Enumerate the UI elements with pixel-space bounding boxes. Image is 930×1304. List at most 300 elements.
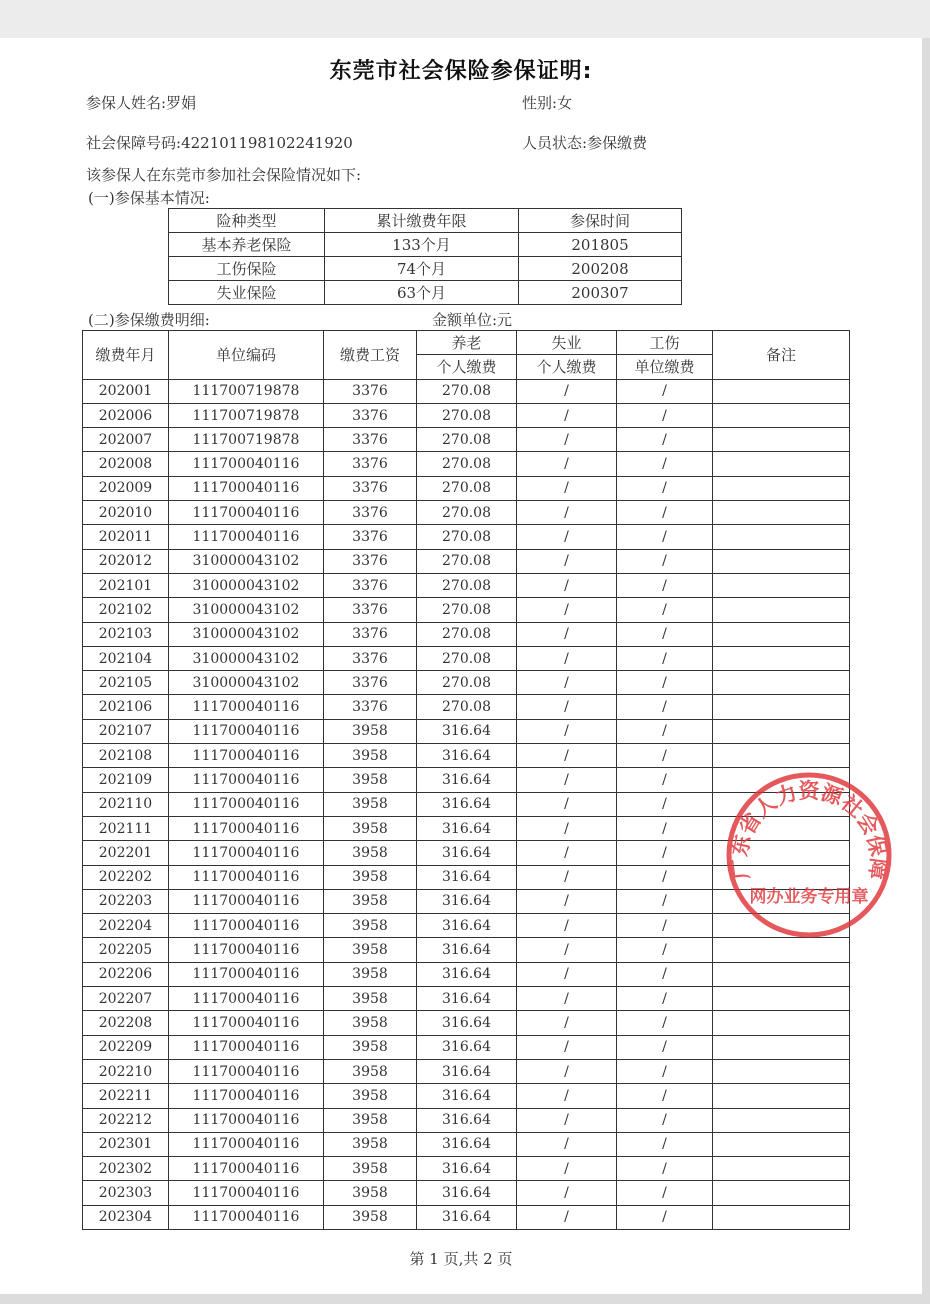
table-row	[83, 452, 850, 476]
unemployment-personal: /	[517, 889, 617, 913]
pension-personal: 316.64	[417, 841, 517, 865]
table-row	[83, 428, 850, 452]
contribution-wage: 3958	[324, 962, 417, 986]
unemployment-personal: /	[517, 914, 617, 938]
contribution-wage: 3958	[324, 1011, 417, 1035]
basic-row	[169, 233, 682, 257]
injury-unit: /	[617, 1059, 713, 1083]
section-basic-heading: (一)参保基本情况:	[88, 189, 210, 207]
pay-month: 202210	[83, 1059, 169, 1083]
table-row	[83, 622, 850, 646]
pension-personal: 270.08	[417, 428, 517, 452]
remark	[713, 428, 850, 452]
unit-code: 111700040116	[169, 525, 324, 549]
pension-personal: 316.64	[417, 865, 517, 889]
name-line	[86, 92, 196, 113]
contribution-wage: 3958	[324, 865, 417, 889]
injury-unit: /	[617, 1108, 713, 1132]
pension-personal: 316.64	[417, 1035, 517, 1059]
injury-unit: /	[617, 768, 713, 792]
unit-code: 111700040116	[169, 719, 324, 743]
ssn-line	[86, 132, 353, 153]
table-row	[83, 1108, 850, 1132]
pension-personal: 270.08	[417, 476, 517, 500]
injury-unit: /	[617, 646, 713, 670]
pay-month: 202107	[83, 719, 169, 743]
injury-unit: /	[617, 1035, 713, 1059]
unit-code: 111700040116	[169, 987, 324, 1011]
pension-personal: 316.64	[417, 719, 517, 743]
pension-personal: 316.64	[417, 816, 517, 840]
unemployment-personal: /	[517, 1205, 617, 1229]
injury-unit: /	[617, 1084, 713, 1108]
remark	[713, 379, 850, 403]
injury-unit: /	[617, 987, 713, 1011]
ssn-label: 社会保障号码:	[86, 134, 182, 152]
unemployment-personal: /	[517, 1132, 617, 1156]
pay-month: 202111	[83, 816, 169, 840]
unit-code: 111700040116	[169, 501, 324, 525]
injury-unit: /	[617, 1205, 713, 1229]
header-unit-code: 单位编码	[169, 331, 324, 380]
contribution-wage: 3376	[324, 622, 417, 646]
gender-line	[522, 92, 572, 113]
contribution-wage: 3958	[324, 889, 417, 913]
unit-code: 310000043102	[169, 598, 324, 622]
pension-personal: 270.08	[417, 622, 517, 646]
contribution-wage: 3376	[324, 646, 417, 670]
unit-code: 111700040116	[169, 1205, 324, 1229]
unit-code: 111700040116	[169, 1108, 324, 1132]
pay-month: 202009	[83, 476, 169, 500]
injury-unit: /	[617, 549, 713, 573]
injury-unit: /	[617, 598, 713, 622]
unemployment-personal: /	[517, 671, 617, 695]
injury-unit: /	[617, 719, 713, 743]
basic-header-row	[169, 209, 682, 233]
contribution-wage: 3958	[324, 1205, 417, 1229]
unit-code: 111700040116	[169, 1132, 324, 1156]
unemployment-personal: /	[517, 1035, 617, 1059]
contribution-wage: 3958	[324, 938, 417, 962]
remark	[713, 1084, 850, 1108]
unit-code: 111700040116	[169, 452, 324, 476]
table-row	[83, 403, 850, 427]
unemployment-personal: /	[517, 987, 617, 1011]
pension-personal: 316.64	[417, 914, 517, 938]
table-row	[83, 987, 850, 1011]
amount-unit-label: 金额单位:元	[432, 311, 513, 329]
contribution-wage: 3958	[324, 1084, 417, 1108]
pay-month: 202207	[83, 987, 169, 1011]
unemployment-personal: /	[517, 403, 617, 427]
pension-personal: 270.08	[417, 646, 517, 670]
unemployment-personal: /	[517, 1108, 617, 1132]
contribution-wage: 3376	[324, 671, 417, 695]
unit-code: 111700040116	[169, 816, 324, 840]
header-pension-sub: 个人缴费	[417, 355, 517, 379]
unemployment-personal: /	[517, 598, 617, 622]
remark	[713, 962, 850, 986]
page-number: 第 1 页,共 2 页	[409, 1250, 513, 1268]
remark	[713, 1132, 850, 1156]
pay-month: 202011	[83, 525, 169, 549]
start-date: 200208	[519, 257, 682, 281]
unit-code: 111700040116	[169, 841, 324, 865]
injury-unit: /	[617, 671, 713, 695]
header-pension: 养老	[417, 331, 517, 355]
contribution-wage: 3958	[324, 987, 417, 1011]
contribution-wage: 3376	[324, 501, 417, 525]
table-row	[83, 598, 850, 622]
unit-code: 310000043102	[169, 646, 324, 670]
insurance-type: 基本养老保险	[169, 233, 325, 257]
cumulative-months: 74个月	[325, 257, 519, 281]
unit-code: 111700040116	[169, 1059, 324, 1083]
header-cumulative-months: 累计缴费年限	[325, 209, 519, 233]
table-row	[83, 549, 850, 573]
injury-unit: /	[617, 744, 713, 768]
contribution-wage: 3958	[324, 1108, 417, 1132]
injury-unit: /	[617, 938, 713, 962]
pay-month: 202101	[83, 573, 169, 597]
remark	[713, 1157, 850, 1181]
pay-month: 202008	[83, 452, 169, 476]
remark	[713, 476, 850, 500]
contribution-wage: 3376	[324, 379, 417, 403]
unit-code: 111700040116	[169, 914, 324, 938]
contribution-wage: 3958	[324, 1035, 417, 1059]
seal-inner-text: 网办业务专用章	[749, 887, 869, 907]
intro-text: 该参保人在东莞市参加社会保险情况如下:	[86, 166, 362, 184]
unemployment-personal: /	[517, 476, 617, 500]
pay-month: 202204	[83, 914, 169, 938]
remark	[713, 1059, 850, 1083]
unemployment-personal: /	[517, 1059, 617, 1083]
pension-personal: 316.64	[417, 744, 517, 768]
cumulative-months: 133个月	[325, 233, 519, 257]
contribution-wage: 3376	[324, 525, 417, 549]
gender-value: 女	[557, 94, 573, 112]
pension-personal: 316.64	[417, 1157, 517, 1181]
pension-personal: 270.08	[417, 695, 517, 719]
unemployment-personal: /	[517, 816, 617, 840]
table-row	[83, 1035, 850, 1059]
unemployment-personal: /	[517, 573, 617, 597]
header-injury: 工伤	[617, 331, 713, 355]
pay-month: 202110	[83, 792, 169, 816]
pension-personal: 316.64	[417, 1108, 517, 1132]
pay-month: 202108	[83, 744, 169, 768]
pension-personal: 270.08	[417, 573, 517, 597]
remark	[713, 938, 850, 962]
remark	[713, 573, 850, 597]
contribution-wage: 3958	[324, 816, 417, 840]
contribution-wage: 3958	[324, 914, 417, 938]
pay-month: 202304	[83, 1205, 169, 1229]
remark	[713, 646, 850, 670]
injury-unit: /	[617, 1011, 713, 1035]
remark	[713, 1035, 850, 1059]
remark	[713, 1108, 850, 1132]
top-strip	[0, 0, 930, 38]
unemployment-personal: /	[517, 695, 617, 719]
injury-unit: /	[617, 816, 713, 840]
pay-month: 202010	[83, 501, 169, 525]
unit-code: 111700040116	[169, 1011, 324, 1035]
start-date: 200307	[519, 281, 682, 305]
unemployment-personal: /	[517, 768, 617, 792]
injury-unit: /	[617, 865, 713, 889]
pay-month: 202209	[83, 1035, 169, 1059]
pension-personal: 270.08	[417, 525, 517, 549]
pension-personal: 270.08	[417, 452, 517, 476]
pay-month: 202303	[83, 1181, 169, 1205]
name-label: 参保人姓名:	[86, 94, 167, 112]
pay-month: 202203	[83, 889, 169, 913]
pay-month: 202301	[83, 1132, 169, 1156]
pay-month: 202102	[83, 598, 169, 622]
unit-code: 111700040116	[169, 938, 324, 962]
unemployment-personal: /	[517, 452, 617, 476]
gender-label: 性别:	[522, 94, 558, 112]
injury-unit: /	[617, 792, 713, 816]
pay-month: 202007	[83, 428, 169, 452]
unemployment-personal: /	[517, 744, 617, 768]
unit-code: 111700040116	[169, 1181, 324, 1205]
unit-code: 310000043102	[169, 573, 324, 597]
injury-unit: /	[617, 914, 713, 938]
basic-row	[169, 257, 682, 281]
header-unemployment-sub: 个人缴费	[517, 355, 617, 379]
pension-personal: 316.64	[417, 1011, 517, 1035]
unit-code: 111700719878	[169, 428, 324, 452]
unemployment-personal: /	[517, 938, 617, 962]
pay-month: 202105	[83, 671, 169, 695]
unemployment-personal: /	[517, 646, 617, 670]
cumulative-months: 63个月	[325, 281, 519, 305]
pay-month: 202104	[83, 646, 169, 670]
contribution-wage: 3376	[324, 403, 417, 427]
name-value: 罗娟	[166, 94, 197, 112]
table-row	[83, 1132, 850, 1156]
table-row	[83, 646, 850, 670]
remark	[713, 719, 850, 743]
injury-unit: /	[617, 501, 713, 525]
table-row	[83, 379, 850, 403]
pension-personal: 270.08	[417, 549, 517, 573]
pension-personal: 270.08	[417, 598, 517, 622]
remark	[713, 695, 850, 719]
unemployment-personal: /	[517, 1084, 617, 1108]
remark	[713, 549, 850, 573]
pension-personal: 316.64	[417, 962, 517, 986]
unit-code: 111700040116	[169, 768, 324, 792]
header-injury-sub: 单位缴费	[617, 355, 713, 379]
remark	[713, 744, 850, 768]
pay-month: 202201	[83, 841, 169, 865]
header-insurance-type: 险种类型	[169, 209, 325, 233]
table-row	[83, 671, 850, 695]
pay-month: 202302	[83, 1157, 169, 1181]
pension-personal: 316.64	[417, 768, 517, 792]
unit-code: 111700040116	[169, 1035, 324, 1059]
pay-month: 202206	[83, 962, 169, 986]
remark	[713, 598, 850, 622]
unit-code: 111700719878	[169, 403, 324, 427]
pay-month: 202006	[83, 403, 169, 427]
contribution-wage: 3376	[324, 549, 417, 573]
pay-month: 202109	[83, 768, 169, 792]
insurance-type: 失业保险	[169, 281, 325, 305]
pension-personal: 270.08	[417, 379, 517, 403]
injury-unit: /	[617, 452, 713, 476]
contribution-wage: 3376	[324, 428, 417, 452]
document-page	[0, 38, 922, 1294]
table-row	[83, 1157, 850, 1181]
contribution-wage: 3958	[324, 719, 417, 743]
unit-code: 111700040116	[169, 889, 324, 913]
remark	[713, 671, 850, 695]
unit-code: 111700040116	[169, 695, 324, 719]
table-row	[83, 1059, 850, 1083]
table-row	[83, 1084, 850, 1108]
remark	[713, 987, 850, 1011]
injury-unit: /	[617, 1132, 713, 1156]
contribution-wage: 3958	[324, 841, 417, 865]
pension-personal: 316.64	[417, 792, 517, 816]
pension-personal: 316.64	[417, 889, 517, 913]
remark	[713, 525, 850, 549]
header-start-date: 参保时间	[519, 209, 682, 233]
detail-header-row-1	[83, 331, 850, 355]
insurance-type: 工伤保险	[169, 257, 325, 281]
injury-unit: /	[617, 525, 713, 549]
table-row	[83, 476, 850, 500]
pay-month: 202208	[83, 1011, 169, 1035]
unemployment-personal: /	[517, 501, 617, 525]
remark	[713, 1011, 850, 1035]
remark	[713, 1205, 850, 1229]
contribution-wage: 3958	[324, 1059, 417, 1083]
unemployment-personal: /	[517, 1011, 617, 1035]
injury-unit: /	[617, 889, 713, 913]
injury-unit: /	[617, 622, 713, 646]
pension-personal: 270.08	[417, 671, 517, 695]
unemployment-personal: /	[517, 962, 617, 986]
unit-code: 111700040116	[169, 744, 324, 768]
table-row	[83, 1181, 850, 1205]
unemployment-personal: /	[517, 622, 617, 646]
contribution-wage: 3958	[324, 744, 417, 768]
status-line	[522, 132, 647, 153]
unit-code: 111700040116	[169, 792, 324, 816]
table-row	[83, 938, 850, 962]
pension-personal: 316.64	[417, 1059, 517, 1083]
table-row	[83, 695, 850, 719]
pay-month: 202001	[83, 379, 169, 403]
official-seal	[724, 770, 894, 940]
remark	[713, 403, 850, 427]
injury-unit: /	[617, 962, 713, 986]
table-row	[83, 1011, 850, 1035]
start-date: 201805	[519, 233, 682, 257]
pension-personal: 316.64	[417, 1132, 517, 1156]
header-wage: 缴费工资	[324, 331, 417, 380]
remark	[713, 1181, 850, 1205]
unit-code: 111700719878	[169, 379, 324, 403]
contribution-wage: 3376	[324, 573, 417, 597]
contribution-wage: 3958	[324, 792, 417, 816]
unemployment-personal: /	[517, 792, 617, 816]
unit-code: 111700040116	[169, 962, 324, 986]
injury-unit: /	[617, 573, 713, 597]
section-detail-heading: (二)参保缴费明细:	[88, 311, 210, 329]
status-label: 人员状态:	[522, 134, 588, 152]
pay-month: 202205	[83, 938, 169, 962]
document-title: 东莞市社会保险参保证明:	[329, 59, 593, 84]
unit-code: 111700040116	[169, 1084, 324, 1108]
unemployment-personal: /	[517, 841, 617, 865]
ssn-value: 422101198102241920	[181, 134, 353, 152]
header-unemployment: 失业	[517, 331, 617, 355]
header-month: 缴费年月	[83, 331, 169, 380]
contribution-wage: 3958	[324, 768, 417, 792]
unemployment-personal: /	[517, 1181, 617, 1205]
injury-unit: /	[617, 1181, 713, 1205]
pension-personal: 270.08	[417, 501, 517, 525]
remark	[713, 501, 850, 525]
injury-unit: /	[617, 841, 713, 865]
seal-outer-text: 广东省人力资源社会保障	[727, 779, 891, 881]
injury-unit: /	[617, 695, 713, 719]
unit-code: 310000043102	[169, 622, 324, 646]
unemployment-personal: /	[517, 865, 617, 889]
status-value: 参保缴费	[587, 134, 648, 152]
table-row	[83, 525, 850, 549]
contribution-wage: 3958	[324, 1181, 417, 1205]
pension-personal: 316.64	[417, 1084, 517, 1108]
pension-personal: 316.64	[417, 987, 517, 1011]
unit-code: 111700040116	[169, 865, 324, 889]
contribution-wage: 3376	[324, 452, 417, 476]
unemployment-personal: /	[517, 549, 617, 573]
table-row	[83, 573, 850, 597]
pay-month: 202012	[83, 549, 169, 573]
unit-code: 310000043102	[169, 549, 324, 573]
remark	[713, 452, 850, 476]
unemployment-personal: /	[517, 379, 617, 403]
injury-unit: /	[617, 428, 713, 452]
pay-month: 202103	[83, 622, 169, 646]
pay-month: 202212	[83, 1108, 169, 1132]
unit-code: 111700040116	[169, 1157, 324, 1181]
injury-unit: /	[617, 1157, 713, 1181]
unemployment-personal: /	[517, 719, 617, 743]
unemployment-personal: /	[517, 428, 617, 452]
unemployment-personal: /	[517, 1157, 617, 1181]
pay-month: 202106	[83, 695, 169, 719]
basic-insurance-table	[168, 208, 682, 305]
header-remark: 备注	[713, 331, 850, 380]
table-row	[83, 501, 850, 525]
table-row	[83, 962, 850, 986]
table-row	[83, 719, 850, 743]
contribution-wage: 3958	[324, 1157, 417, 1181]
remark	[713, 622, 850, 646]
pension-personal: 316.64	[417, 1205, 517, 1229]
basic-row	[169, 281, 682, 305]
